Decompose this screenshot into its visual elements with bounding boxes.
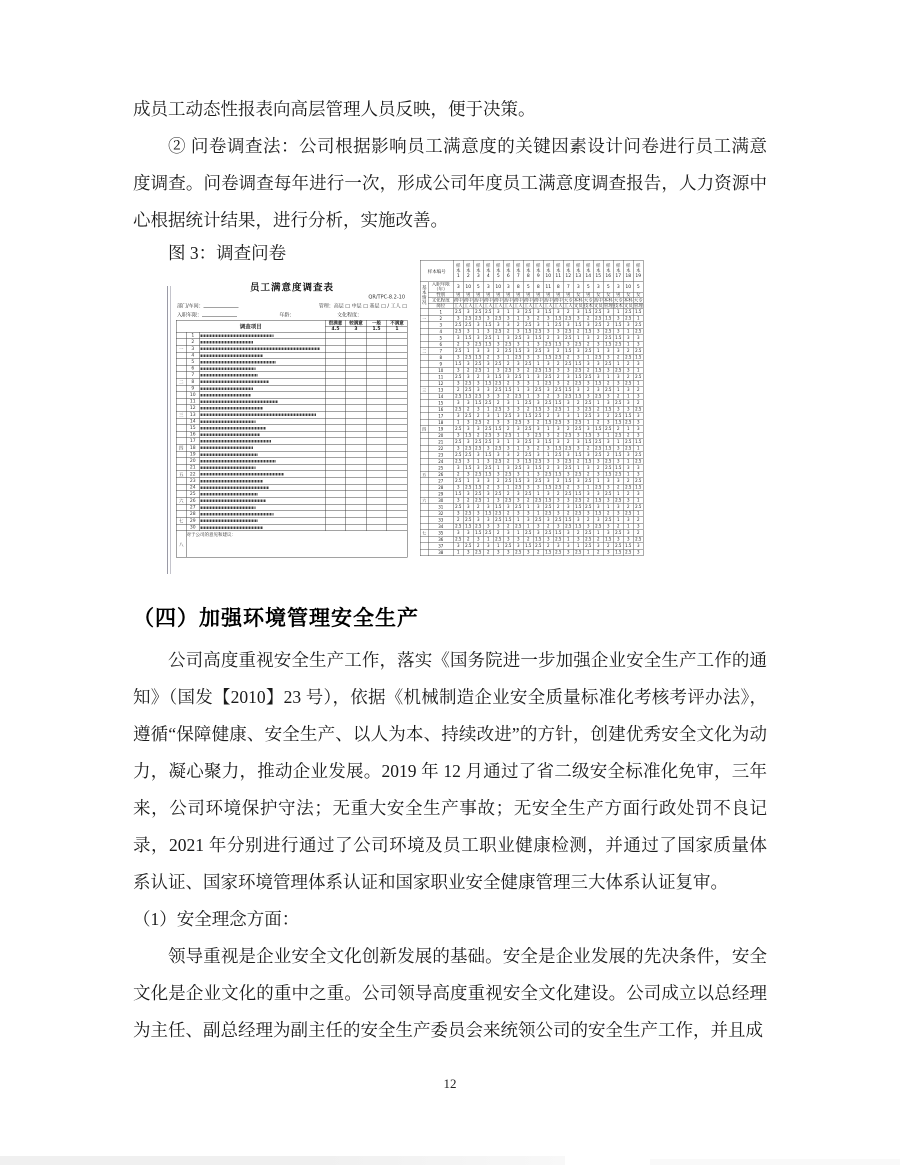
survey-rating-col: 很满意 4.5 [325, 320, 346, 332]
grid-data-row: 28 3 2.5 1.5 2 3 1 2.5 3 3 1.5 2.5 2 3 1 2.5 3 2 2.5 1.5 [420, 484, 643, 491]
grid-group-label: 基 本 情 况 [420, 282, 428, 309]
grid-data-row: 20 3 1.5 2 2.5 3 2.5 1 3 2.5 3 2 2.5 3 1.5 3 1 2.5 2 3 [420, 432, 643, 439]
survey-row: 23 [176, 478, 407, 485]
grid-sample-header: 样 本 18 [623, 260, 633, 282]
result-grid-image [420, 260, 643, 567]
grid-sample-header: 样 本 17 [613, 260, 623, 282]
survey-form-table: 调查项目 很满意 4.5 较满意 3 一般 1.5 不满意 1 1 2 一 3 4 5 6 7 二 8 9 10 11 12 三 13 14 15 16 17 四 18 19 20 21 五 22 23 24 25 六 26 27 28 七 29 30 八 对于公司的意见和建议： [176, 320, 408, 558]
survey-form-code: QR/TPC-8.2-10 [368, 294, 405, 300]
grid-data-row: 17 3 2.5 2 3 1 2.5 3 1.5 2.5 2 3 3 1 2.5 3 2 2.5 1.5 3 [420, 413, 643, 420]
survey-col-item: 调查项目 [176, 320, 325, 332]
survey-row: 三 13 [176, 411, 407, 418]
grid-sample-header: 样 本 6 [503, 260, 513, 282]
grid-data-row: 六 30 3 2 2.5 1 3 2.5 3 2 2.5 1.5 3 3 2.5 2 1.5 3 2.5 3 1 [420, 497, 643, 504]
grid-info-row: 性别 男 男 男 男 男 男 男 男 男 男 男 男 女 男 女 女 男 女 女 [420, 292, 643, 298]
section-heading: （四）加强环境管理安全生产 [133, 607, 419, 630]
scan-smudge-bottom-right [650, 1159, 900, 1165]
grid-sample-header: 样 本 19 [633, 260, 643, 282]
grid-data-row: 16 2.5 2 3 1 2.5 3 3 2 1.5 3 2.5 1 3 2.5 2 1.5 3 3 2.5 [420, 406, 643, 413]
grid-sample-header: 样 本 4 [483, 260, 493, 282]
paragraph-safety-production: 公司高度重视安全生产工作，落实《国务院进一步加强企业安全生产工作的通知》（国发【2010】23 号），依据《机械制造企业安全质量标准化考核考评办法》，遵循“保障健康、安全生产、以人为本、持续改进”的方针，创建优秀安全文化为动力，凝心聚力，推动企业发展。2019 年 12 月通过了省二级安全标准化免审，三年来，公司环境保护守法；无重大安全生产事故；无安全生产方面行政处罚不良记录，2021 年分别进行通过了公司环境及员工职业健康检测，并通过了国家质量体系认证、国家环境管理体系认证和国家职业安全健康管理三大体系认证复审。 [133, 650, 767, 892]
survey-row: 19 [176, 451, 407, 458]
grid-corner: 样本编号 [420, 260, 453, 282]
survey-row: 六 26 [176, 497, 407, 504]
survey-row: 5 [176, 359, 407, 366]
document-page [133, 0, 767, 1049]
survey-row: 17 [176, 438, 407, 445]
page-number: 12 [443, 1076, 457, 1091]
grid-data-row: 23 2.5 2.5 3 1.5 3 3 2 2.5 3 1 2.5 3 1.5 3 2.5 2 1.5 3 2.5 [420, 452, 643, 459]
grid-info-row: 文化程度 初中 初中 高中 初中 初中 高中 初中 初中 初中 高中 初中 大专 本科 大专 高中 本科 大专 本科 大专 [420, 298, 643, 304]
grid-data-row: 32 3 2.5 3 1.5 2.5 2 3 3 1 2.5 3 2 2.5 3 1.5 2 3 2.5 1 [420, 510, 643, 517]
grid-data-row: 一 2 3 2.5 2.5 3 2.5 3 1 3 2 3 1.5 2.5 3 2 2.5 1.5 3 2.5 1 [420, 315, 643, 322]
grid-data-row: 11 2.5 3 2 3 1.5 3 2.5 1 3 2.5 2 3 1.5 2.5 3 1 3 2 2.5 [420, 374, 643, 381]
survey-row: 14 [176, 418, 407, 425]
grid-data-row: 24 2.5 3 1 3 2.5 2 3 1.5 2.5 3 3 2.5 2 1.5 3 2.5 3 1 2.5 [420, 458, 643, 465]
grid-info-row: 基 本 情 况 入职年限（年） 3 10 5 3 10 3 8 5 8 11 8 7 3 5 3 5 3 10 5 [420, 282, 643, 293]
survey-row: 28 [176, 511, 407, 518]
grid-data-row: 七 35 3 3 1.5 2.5 2 3 1 2.5 3 2.5 1.5 3 2 2.5 1 3 2.5 3 2 [420, 530, 643, 537]
grid-sample-header: 样 本 9 [533, 260, 543, 282]
grid-data-row: 10 3 2 2.5 1 3 2.5 3 2 2.5 1.5 3 3 2.5 2 1.5 3 2.5 3 1 [420, 367, 643, 374]
figure-caption: 图 3：调查问卷 [168, 243, 287, 263]
grid-data-row: 6 2 3 2.5 1.5 3 2.5 3 1 3 2.5 1.5 3 2.5 2 3 1.5 2.5 1 3 [420, 341, 643, 348]
survey-row: 1 [176, 332, 407, 339]
survey-form-fields-row1: 部门/车间： 管理：高层 □ 中层 □ 基层 □ / 工人 □ [177, 303, 407, 309]
survey-row: 二 8 [176, 378, 407, 385]
grid-data-row: 29 1.5 3 2.5 3 2.5 2 3 2.5 1 3 2 2.5 1.5 3 3 2.5 1 2 3 [420, 491, 643, 498]
grid-data-row: 33 2 2.5 3 3 2.5 1.5 1 3 2.5 3 2.5 1.5 3 2 3 2.5 1 3 2 [420, 517, 643, 524]
grid-data-row: 四 19 2.5 3 3 2.5 1.5 2 3 2.5 3 1 3 2 2.5 3 1.5 2.5 2 1 3 [420, 426, 643, 433]
survey-rating-col: 一般 1.5 [366, 320, 387, 332]
grid-data-row: 3 2.5 2.5 3 1.5 3 3 2 2.5 3 1 2.5 3 1.5 3 2.5 2 1.5 3 2.5 [420, 322, 643, 329]
survey-form-fields-row2: 入职年限： 年龄： 文化程度： [177, 312, 362, 318]
survey-row: 4 [176, 352, 407, 359]
grid-sample-header: 样 本 8 [523, 260, 533, 282]
paragraph-continuation: 成员工动态性报表向高层管理人员反映，便于决策。 [133, 99, 536, 119]
scan-artifact-line [167, 286, 171, 574]
survey-row: 12 [176, 405, 407, 412]
survey-row: 11 [176, 398, 407, 405]
grid-data-row: 36 2.5 2 3 1 2.5 3 3 2 1.5 3 2.5 1 3 2.5 2 1.5 3 3 2.5 [420, 536, 643, 543]
grid-sample-header: 样 本 13 [573, 260, 583, 282]
survey-row: 27 [176, 504, 407, 511]
grid-data-row: 21 2.5 3 2.5 2.5 3 1 3 2.5 3 1.5 3 2 3 1.5 2.5 3 1 2.5 1.5 [420, 439, 643, 446]
grid-data-row: 22 3 2.5 2.5 3 2.5 3 1 3 2 3 1.5 2.5 3 2 2.5 1.5 3 2.5 1 [420, 445, 643, 452]
grid-data-row: 37 3 2.5 2 3 1 2.5 3 1.5 2.5 2 3 3 1 2.5 3 2 2.5 1.5 3 [420, 543, 643, 550]
survey-row: 15 [176, 425, 407, 432]
grid-data-row: 27 2.5 1 3 3 2 2.5 1.5 3 2.5 3 2 1.5 3 2.5 1 3 3 2 2.5 [420, 478, 643, 485]
survey-row: 9 [176, 385, 407, 392]
grid-sample-header: 样 本 2 [463, 260, 473, 282]
grid-sample-header: 样 本 14 [583, 260, 593, 282]
grid-data-row: 4 2.5 3 1 3 2.5 2 3 1.5 2.5 3 3 2.5 2 1.5 3 2.5 3 1 2.5 [420, 328, 643, 335]
grid-data-row: 31 2.5 3 2 3 1.5 3 2.5 1 3 2.5 2 3 1.5 2.5 3 1 3 2 2.5 [420, 504, 643, 511]
survey-row: 20 [176, 458, 407, 465]
paragraph-survey-method: ② 问卷调查法：公司根据影响员工满意度的关键因素设计问卷进行员工满意度调查。问卷调查每年进行一次，形成公司年度员工满意度调查报告，人力资源中心根据统计结果，进行分析，实施改善。 [133, 136, 767, 230]
survey-row: 七 29 [176, 517, 407, 524]
survey-row: 21 [176, 464, 407, 471]
survey-row: 7 [176, 372, 407, 379]
grid-sample-header: 样 本 1 [453, 260, 463, 282]
grid-data-row: 五 26 2 3 2.5 1.5 3 2.5 3 1 3 2.5 1.5 3 2.5 2 3 1.5 2.5 1 3 [420, 471, 643, 478]
grid-data-row: 二 7 2.5 1 3 3 2 2.5 1.5 3 2.5 3 2 1.5 3 2.5 1 3 3 2 2.5 [422, 348, 642, 354]
grid-data-row: 12 3 2.5 3 1.5 2.5 2 3 3 1 2.5 3 2 2.5 3 1.5 2 3 2.5 1 [420, 380, 643, 387]
paragraph-safety-concept: 领导重视是企业安全文化创新发展的基础。安全是企业发展的先决条件，安全文化是企业文化的重中之重。公司领导高度重视安全文化建设。公司成立以总经理为主任、副总经理为副主任的安全生产委员会来统领公司的安全生产工作，并且成 [133, 946, 767, 1040]
grid-data-row: 18 1 3 2.5 2 3 3 2.5 3 2 1.5 2.5 3 2.5 1 2 3 1.5 2.5 3 [420, 419, 643, 426]
survey-form-title: 员工满意度调查表 [249, 282, 334, 293]
survey-row: 30 [176, 524, 407, 531]
grid-data-row: 1 2.5 3 2.5 2.5 3 1 3 2.5 3 1.5 3 2 3 1.5 2.5 3 1 2.5 1.5 [420, 309, 643, 316]
survey-rating-col: 不满意 1 [387, 320, 408, 332]
survey-footer-box: 对于公司的意见和建议： [186, 531, 407, 558]
grid-data-row: 25 3 1.5 3 2.5 1 3 2.5 3 1.5 2 3 2.5 1 3 2 2.5 1.5 3 3 [420, 465, 643, 472]
grid-sample-header: 样 本 7 [513, 260, 523, 282]
scan-smudge-bottom-left [0, 1156, 565, 1165]
grid-data-row: 14 2.5 1.5 2.5 3 3 2 2.5 1 3 2 3 2.5 1.5 3 2.5 3 2 1 3 [420, 393, 643, 400]
grid-sample-header: 样 本 15 [593, 260, 603, 282]
grid-data-row: 5 3 1.5 3 2.5 1 3 2.5 3 1.5 2 3 2.5 1 3 2 2.5 1.5 3 3 [420, 335, 643, 342]
result-grid-table [420, 260, 644, 556]
survey-row: 25 [176, 491, 407, 498]
survey-row: 10 [176, 392, 407, 399]
grid-sample-header: 样 本 3 [473, 260, 483, 282]
survey-row: 五 22 [176, 471, 407, 478]
grid-data-row: 38 1 3 2.5 2 3 3 2.5 3 2 1.5 2.5 3 2.5 1 2 3 1.5 2.5 3 [420, 549, 643, 556]
grid-sample-header: 样 本 11 [553, 260, 563, 282]
grid-data-row: 34 2.5 1.5 2.5 3 3 2 2.5 1 3 2 3 2.5 1.5 3 2.5 3 2 1 3 [420, 523, 643, 530]
top-margin [133, 0, 767, 91]
figure-3 [133, 263, 767, 578]
survey-row: 2 [176, 339, 407, 346]
survey-row: 24 [176, 484, 407, 491]
grid-data-row: 三 13 2 2.5 3 3 2.5 1.5 1 3 2.5 3 2.5 1.5 3 2 3 2.5 1 3 2 [420, 387, 643, 394]
paragraph-safety-concept-label: （1）安全理念方面： [133, 909, 300, 929]
survey-row: 一 3 [176, 345, 407, 352]
survey-row: 16 [176, 431, 407, 438]
grid-sample-header: 样 本 16 [603, 260, 613, 282]
grid-info-row: 岗位 工人 工人 工人 工人 工人 工人 工人 工人 工人 工人 工人 工人 文员 技术 文员 管理 技术 文员 管理 [420, 303, 643, 309]
survey-row: 6 [176, 365, 407, 372]
grid-data-row: 9 1.5 3 2.5 3 2.5 2 3 2.5 1 3 2 2.5 1.5 3 3 2.5 1 2 3 [420, 361, 643, 368]
grid-data-row: 8 3 2.5 1.5 2 3 1 2.5 3 3 1.5 2.5 2 3 1 2.5 3 2 2.5 1.5 [420, 354, 643, 361]
survey-rating-col: 较满意 3 [346, 320, 367, 332]
grid-sample-header: 样 本 5 [493, 260, 503, 282]
survey-form-image [176, 280, 408, 572]
grid-sample-header: 样 本 12 [563, 260, 573, 282]
survey-row: 四 18 [176, 444, 407, 451]
grid-data-row: 15 3 3 1.5 2.5 2 3 1 2.5 3 2.5 1.5 3 2 2.5 1 3 2.5 3 2 [420, 400, 643, 407]
grid-sample-header: 样 本 10 [543, 260, 553, 282]
